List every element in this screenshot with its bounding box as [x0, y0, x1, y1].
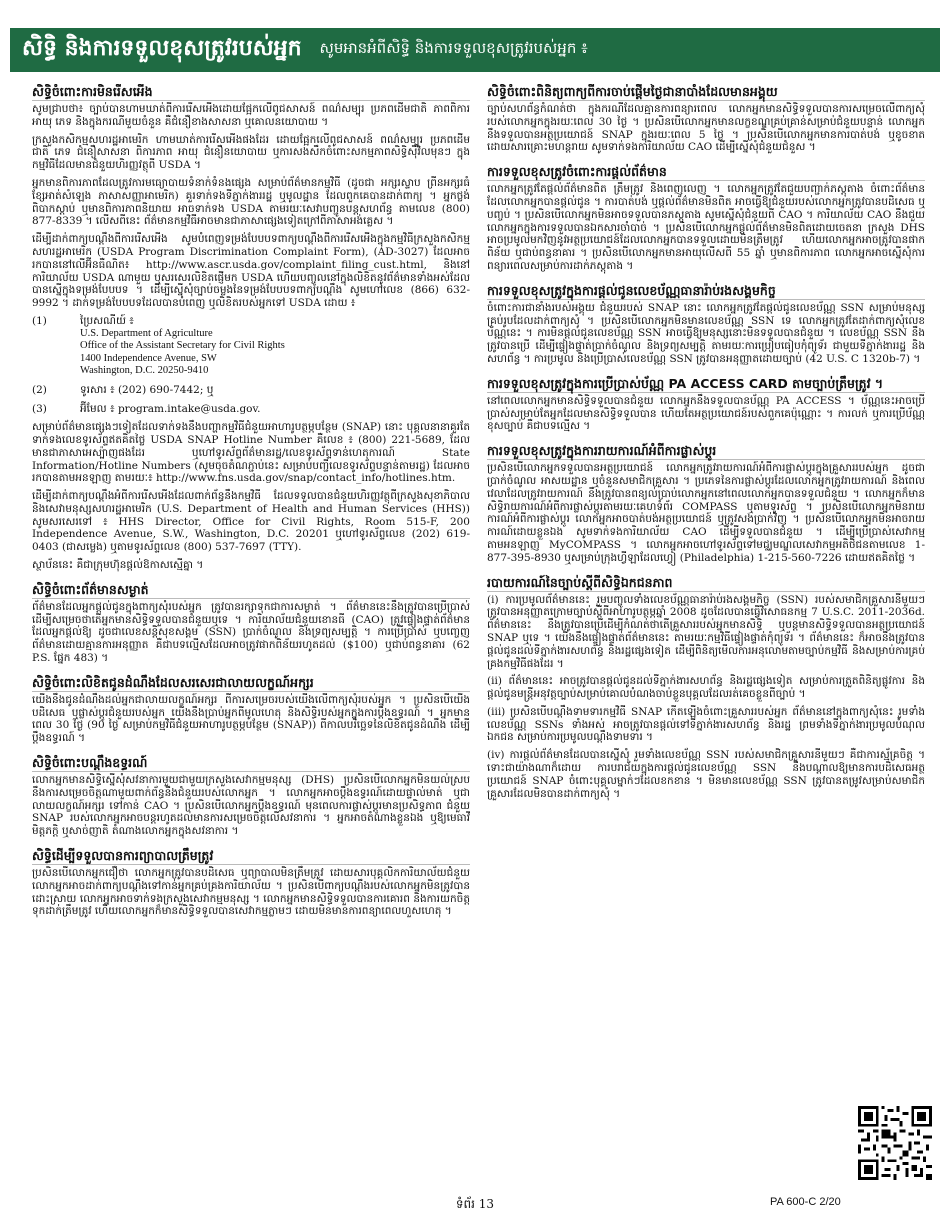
list-number: (2) — [32, 383, 47, 396]
paragraph: សម្រាប់ព័ត៌មានផ្សេងៗទៀតដែលទាក់ទងនឹងបញ្ហាកម្មវិធីជំនួយអាហារូបត្ថម្ភបន្ថែម (SNAP) នោះ បុគ្គលនានាគួរតែទាក់ទងលេខទូរស័ព្ទឥតគិតថ្លៃ USDA SNAP Hotline Number គឺលេខ ៖ (800) 221-5689, ដែលមានជាភាសាអេស្ប៉ាញផងដែរ ឬហៅទូរស័ព្ទព័ត៌មានរដ្ឋ/លេខទូរស័ព្ទទាន់ហេតុការណ៍ State Information/Hotline Numbers (សូមចុចតំណភ្ជាប់នេះ សម្រាប់បញ្ជីលេខទូរស័ព្ទបន្ទាន់តាមរដ្ឋ) ដែលអាចរកបានតាមអនឡាញ តាមរយៈ៖ http://www.fns.usda.gov/snap/contact_info/hotlines.htm. — [32, 421, 470, 485]
section-provide-information — [487, 164, 925, 273]
page-number: ទំព័រ 13 — [455, 1197, 495, 1211]
section-privacy-act — [487, 575, 925, 801]
section-confidentiality — [32, 582, 470, 665]
section-report-changes — [487, 443, 925, 564]
section-written-notice — [32, 675, 470, 745]
paragraph: (ii) ព័ត៌មាននេះ អាចត្រូវបានផ្តល់ជូនដល់ទីភ្នាក់ងារសហព័ន្ធ និងរដ្ឋផ្សេងទៀត សម្រាប់ការត្រួតពិនិត្យផ្លូវការ និងផ្តល់ជូនមន្ត្រីអនុវត្តច្បាប់សម្រាប់គោលបំណងចាប់ខ្លួនបុគ្គលដែលរត់គេចខ្លួនពីច្បាប់ ។ — [487, 675, 925, 701]
list-body — [80, 315, 470, 378]
paragraph: (iv) ការផ្តល់ព័ត៌មានដែលបានស្នើសុំ រួមទាំងលេខប័ណ្ណ SSN របស់សមាជិកគ្រួសារនីមួយៗ គឺជាការស្ម័គ្រចិត្ត ។ ទោះជាយ៉ាងណាក៏ដោយ ការបរាជ័យក្នុងការផ្តល់ជូនលេខប័ណ្ណ SSN នឹងបណ្តាលឱ្យមានការបដិសេធអត្ថប្រយោជន៍ SNAP ចំពោះបុគ្គលម្នាក់ៗដែលខកខាន ។ មិនមានលេខប័ណ្ណ SSN ត្រូវបានតម្រូវសម្រាប់សមាជិកគ្រួសារដែលមិនបានដាក់ពាក្យសុំ ។ — [487, 749, 925, 800]
section-title: សិទ្ធិដើម្បីទទួលបានការព្យាបាលត្រឹមត្រូវ — [32, 848, 470, 865]
section-title: សិទ្ធិចំពោះលិខិតជូនដំណឹងដែលសរសេរជាលាយលក្ខណ៍អក្សរ — [32, 675, 470, 692]
list-item-mail — [32, 315, 470, 378]
address-line: Washington, D.C. 20250-9410 — [80, 365, 209, 377]
list-number: (1) — [32, 314, 47, 327]
paragraph: លោកអ្នកមានសិទ្ធិស្នើសុំសវនាការមួយជាមួយក្រសួងសេវាកម្មមនុស្ស (DHS) ប្រសិនបើលោកអ្នកមិនយល់ស្របនឹងការសម្រេចចិត្តណាមួយពាក់ព័ន្ធនឹងជំនួយរបស់លោកអ្នក ។ លោកអ្នកអាចប្តឹងឧទ្ធរណ៍ដោយផ្ទាល់មាត់ ឬជាលាយលក្ខណ៍អក្សរ ទៅកាន់ CAO ។ ប្រសិនបើលោកអ្នកប្តឹងឧទ្ធរណ៍ មុនពេលការផ្លាស់ប្តូរមានប្រសិទ្ធភាព ជំនួយ SNAP របស់លោកអ្នកអាចបន្តរហូតដល់មានការសម្រេចចិត្តលើសវនាការ ។ អ្នកអាចតំណាងខ្លួនឯង ឬឱ្យមេធាវី មិត្តភក្តិ ឬសាច់ញាតិ តំណាងលោកអ្នកក្នុងសវនាការ ។ — [32, 774, 470, 838]
section-title: សិទ្ធិចំពោះពិនិត្យពាក្យពីការចាប់ផ្តើមថ្ងៃជានាបាំងដែលមានអង្គុយ — [487, 84, 925, 101]
section-title: ការទទួលខុសត្រូវក្នុងការរាយការណ៍អំពីការផ្លាស់ប្តូរ — [487, 443, 925, 460]
paragraph: ប្រសិនបើលោកអ្នកទទួលបានអត្ថប្រយោជន៍ លោកអ្នកត្រូវរាយការណ៍អំពីការផ្លាស់ប្តូរក្នុងគ្រួសាររបស់អ្នក ដូចជាប្រាក់ចំណូល អាសយដ្ឋាន ឬចំនួនសមាជិកគ្រួសារ ។ ប្រភេទនៃការផ្លាស់ប្តូរដែលលោកអ្នកត្រូវរាយការណ៍ និងពេលវេលាដែលត្រូវរាយការណ៍ នឹងត្រូវបានពន្យល់ប្រាប់លោកអ្នកនៅពេលលោកអ្នកបានទទួលជំនួយ ។ លោកអ្នកក៏មានសិទ្ធិរាយការណ៍អំពីការផ្លាស់ប្តូរតាមរយៈគេហទំព័រ COMPASS ឬតាមទូរស័ព្ទ ។ ប្រសិនបើលោកអ្នកមិនរាយការណ៍អំពីការផ្លាស់ប្តូរ លោកអ្នកអាចបាត់បង់អត្ថប្រយោជន៍ ឬត្រូវសងប្រាក់វិញ ។ ប្រសិនបើលោកអ្នកមិនអាចរាយការណ៍ដោយខ្លួនឯង សូមទាក់ទងការិយាល័យ CAO ដើម្បីទទួលបានជំនួយ ។ ដើម្បីប្រើប្រាស់សេវាកម្មតាមអនឡាញ MyCOMPASS ។ លោកអ្នកអាចហៅទូរស័ព្ទទៅមជ្ឈមណ្ឌលសេវាកម្មអតិថិជនតាមលេខ 1-877-395-8930 ឬសម្រាប់ក្រុងហ្វីឡាដែលហ្វៀ (Philadelphia) 1-215-560-7226 ដោយឥតគិតថ្លៃ ។ — [487, 462, 925, 564]
section-title: ការទទួលខុសត្រូវចំពោះការផ្តល់ព័ត៌មាន — [487, 164, 925, 181]
section-nondiscrimination — [32, 84, 470, 572]
page-subtitle: សូមអានអំពីសិទ្ធិ និងការទទួលខុសត្រូវរបស់អ្នក ៖ — [319, 39, 588, 57]
section-appeal — [32, 755, 470, 838]
list-body: អ៊ីមែល ៖ program.intake@usda.gov. — [80, 402, 261, 415]
paragraph: ដើម្បីដាក់ពាក្យបណ្តឹងអំពីការរើសអើងដែលពាក់ព័ន្ធនឹងកម្មវិធី ដែលទទួលបានជំនួយហិរញ្ញវត្ថុពីក្រសួងសុខាភិបាល និងសេវាមនុស្សសហរដ្ឋអាមេរិក (U.S. Department of Health and Human Services (HHS)) សូមសរសេរទៅ ៖ HHS Director, Office for Civil Rights, Room 515-F, 200 Independence Avenue, S.W., Washington, D.C. 20201 ឬហៅទូរស័ព្ទលេខ (202) 619-0403 (ជាសម្លេង) ឬតាមទូរស័ព្ទលេខ (800) 537-7697 (TTY). — [32, 490, 470, 554]
form-code: PA 600-C 2/20 — [770, 1196, 841, 1208]
list-number: (3) — [32, 402, 47, 415]
list-item-email — [32, 403, 470, 416]
section-title: សិទ្ធិចំពោះបណ្តឹងឧទ្ធរណ៍ — [32, 755, 470, 772]
section-title: របាយការណ៍នៃច្បាប់ស្តីពីសិទ្ធិឯកជនភាព — [487, 575, 925, 592]
section-title: ការទទួលខុសត្រូវក្នុងការផ្តល់ជូនលេខប័ណ្ណធានារ៉ាប់រងសង្គមកិច្ច — [487, 283, 925, 300]
paragraph: ក្រសួងកសិកម្មសហរដ្ឋអាមេរិក ហាមឃាត់ការរើសអើងផងដែរ ដោយផ្អែកលើពូជសាសន៍ ពណ៌សម្បុរ ប្រភពដើមជាតិ ភេទ ជំនឿសាសនា ពិការភាព អាយុ ជំនឿនយោបាយ ឬការសងសឹកចំពោះសកម្មភាពសិទ្ធិស៊ីវិលមុនៗ ក្នុងកម្មវិធីដែលមានជំនួយហិរញ្ញវត្ថុពី USDA ។ — [32, 133, 470, 172]
paragraph: ច្បាប់សហព័ន្ធកំណត់ថា ក្នុងករណីដែលគ្មានការពន្យារពេល លោកអ្នកមានសិទ្ធិទទួលបានការសម្រេចលើពាក្យសុំរបស់លោកអ្នកក្នុងរយៈពេល 30 ថ្ងៃ ។ ប្រសិនបើលោកអ្នកមានលក្ខខណ្ឌគ្រប់គ្រាន់សម្រាប់ជំនួយបន្ទាន់ លោកអ្នកនឹងទទួលបានអត្ថប្រយោជន៍ SNAP ក្នុងរយៈពេល 5 ថ្ងៃ ។ ប្រសិនបើលោកអ្នកមានការបាត់បង់ ឬខូចខាតដោយសារគ្រោះមហន្តរាយ សូមទាក់ទងការិយាល័យ CAO ដើម្បីស្នើសុំជំនួយជំនួស ។ — [487, 103, 925, 154]
page-title: សិទ្ធិ និងការទទួលខុសត្រូវរបស់អ្នក — [22, 36, 302, 61]
paragraph: យើងនឹងជូនដំណឹងដល់អ្នកជាលាយលក្ខណ៍អក្សរ ពីការសម្រេចរបស់យើងលើពាក្យសុំរបស់អ្នក ។ ប្រសិនបើយើងបដិសេធ ឬផ្លាស់ប្តូរជំនួយរបស់អ្នក យើងនឹងប្រាប់អ្នកពីមូលហេតុ និងសិទ្ធិរបស់អ្នកក្នុងការប្តឹងឧទ្ធរណ៍ ។ អ្នកមានពេល 30 ថ្ងៃ (90 ថ្ងៃ សម្រាប់កម្មវិធីជំនួយអាហារូបត្ថម្ភបន្ថែម (SNAP)) ពីកាលបរិច្ឆេទនៃលិខិតជូនដំណឹង ដើម្បីប្តឹងឧទ្ធរណ៍ ។ — [32, 693, 470, 745]
paragraph: ប្រសិនបើលោកអ្នកជឿថា លោកអ្នកត្រូវបានបដិសេធ ឬព្យាបាលមិនត្រឹមត្រូវ ដោយសារបុគ្គលិកការិយាល័យជំនួយ លោកអ្នកអាចដាក់ពាក្យបណ្តឹងទៅកាន់អ្នកគ្រប់គ្រងការិយាល័យ ។ ប្រសិនបើពាក្យបណ្តឹងរបស់លោកអ្នកមិនត្រូវបានដោះស្រាយ លោកអ្នកអាចទាក់ទងក្រសួងសេវាកម្មមនុស្ស ។ លោកអ្នកមានសិទ្ធិទទួលបានការគោរព និងការយកចិត្តទុកដាក់ត្រឹមត្រូវ ហើយលោកអ្នកក៏មានសិទ្ធិទទួលបានសេវាកម្មភ្លាមៗ ដោយមិនមានការពន្យាពេលហួសហេតុ ។ — [32, 867, 470, 918]
section-access-card — [487, 376, 925, 433]
address-line: Office of the Assistant Secretary for Civil Rights — [80, 340, 285, 352]
paragraph: (iii) ប្រសិនបើបណ្តឹងទាមទារកម្មវិធី SNAP កើតឡើងចំពោះគ្រួសាររបស់អ្នក ព័ត៌មាននៅក្នុងពាក្យសុំនេះ រួមទាំងលេខប័ណ្ណ SSNs ទាំងអស់ អាចត្រូវបានផ្តល់ទៅទីភ្នាក់ងារសហព័ន្ធ និងរដ្ឋ ព្រមទាំងទីភ្នាក់ងារប្រមូលបំណុលឯកជន សម្រាប់ការប្រមូលបណ្តឹងទាមទារ ។ — [487, 705, 925, 744]
section-title: សិទ្ធិចំពោះព័ត៌មានសម្ងាត់ — [32, 582, 470, 599]
mail-label: ប្រៃសណីយ៍ ៖ — [80, 314, 134, 327]
paragraph: នៅពេលលោកអ្នកមានសិទ្ធិទទួលបានជំនួយ លោកអ្នកនឹងទទួលបានប័ណ្ណ PA ACCESS ។ ប័ណ្ណនេះអាចប្រើប្រាស់សម្រាប់តែអ្នកដែលមានសិទ្ធិទទួលបាន ហើយតែអត្ថប្រយោជន៍របស់ពួកគេប៉ុណ្ណោះ ។ ការលក់ ឬការប្រើប័ណ្ណខុសច្បាប់ គឺជាបទល្មើស ។ — [487, 394, 925, 433]
list-item-fax — [32, 384, 470, 397]
section-fair-treatment — [32, 848, 470, 918]
section-title: សិទ្ធិចំពោះការមិនរើសអើង — [32, 84, 470, 101]
section-title: ការទទួលខុសត្រូវក្នុងការប្រើប្រាស់ប័ណ្ណ PA ACCESS CARD តាមច្បាប់ត្រឹមត្រូវ ។ — [487, 376, 925, 393]
section-timely-processing — [487, 84, 925, 154]
paragraph: ព័ត៌មានដែលអ្នកផ្តល់ជូនក្នុងពាក្យសុំរបស់អ្នក ត្រូវបានរក្សាទុកជាការសម្ងាត់ ។ ព័ត៌មាននេះនឹងត្រូវបានប្រើប្រាស់ ដើម្បីសម្រេចថាតើអ្នកមានសិទ្ធិទទួលបានជំនួយឬទេ ។ ការិយាល័យជំនួយខោនធី (CAO) ត្រូវផ្ទៀងផ្ទាត់ព័ត៌មានដែលអ្នកផ្តល់ឱ្យ ដូចជាលេខសន្តិសុខសង្គម (SSN) ប្រាក់ចំណូល និងទ្រព្យសម្បត្តិ ។ ការប្រើប្រាស់ ឬបញ្ចេញព័ត៌មានដោយគ្មានការអនុញ្ញាត គឺជាបទល្មើសដែលអាចត្រូវផាកពិន័យរហូតដល់ ($100) ឬជាប់ពន្ធនាគារ (62 P.S. ផ្នែក 483) ។ — [32, 600, 470, 665]
paragraph: លោកអ្នកត្រូវតែផ្តល់ព័ត៌មានពិត ត្រឹមត្រូវ និងពេញលេញ ។ លោកអ្នកត្រូវតែជួយបញ្ជាក់ភស្តុតាង ចំពោះព័ត៌មានដែលលោកអ្នកបានផ្តល់ជូន ។ ការបាត់បង់ ឬផ្តល់ព័ត៌មានមិនពិត អាចធ្វើឱ្យជំនួយរបស់លោកអ្នកត្រូវបានបដិសេធ ឬបញ្ចប់ ។ ប្រសិនបើលោកអ្នកមិនអាចទទួលបានភស្តុតាង សូមស្នើសុំជំនួយពី CAO ។ ការិយាល័យ CAO នឹងជួយលោកអ្នកក្នុងការទទួលបានឯកសារចាំបាច់ ។ ប្រសិនបើលោកអ្នកផ្តល់ព័ត៌មានមិនពិតដោយចេតនា ក្រសួង DHS អាចប្រមូលមកវិញនូវអត្ថប្រយោជន៍ដែលលោកអ្នកបានទទួលដោយមិនត្រឹមត្រូវ ហើយលោកអ្នកអាចត្រូវបានផាកពិន័យ ឬជាប់ពន្ធនាគារ ។ ប្រសិនបើលោកអ្នកមានអាយុលើសពី 55 ឆ្នាំ ឬមានពិការភាព លោកអ្នកអាចស្នើសុំការពន្យារពេលសម្រាប់ការដាក់ភស្តុតាង ។ — [487, 183, 925, 272]
section-ssn — [487, 283, 925, 366]
paragraph: (i) ការប្រមូលព័ត៌មាននេះ រួមបញ្ចូលទាំងលេខប័ណ្ណធានារ៉ាប់រងសង្គមកិច្ច (SSN) របស់សមាជិកគ្រួសារនីមួយៗ ត្រូវបានអនុញ្ញាតក្រោមច្បាប់ស្តីពីអាហារូបត្ថម្ភឆ្នាំ 2008 ដូចដែលបានធ្វើវិសោធនកម្ម 7 U.S.C. 2011-2036d. ព័ត៌មាននេះ នឹងត្រូវបានប្រើដើម្បីកំណត់ថាតើគ្រួសាររបស់អ្នកមានសិទ្ធិ ឬបន្តមានសិទ្ធិទទួលបានអត្ថប្រយោជន៍ SNAP ឬទេ ។ យើងនឹងផ្ទៀងផ្ទាត់ព័ត៌មាននេះ តាមរយៈកម្មវិធីផ្ទៀងផ្ទាត់កុំព្យូទ័រ ។ ព័ត៌មាននេះ ក៏អាចនឹងត្រូវបានផ្តល់ជូនដល់ទីភ្នាក់ងារសហព័ន្ធ និងរដ្ឋផ្សេងទៀត ដើម្បីពិនិត្យមើលការអនុលោមតាមច្បាប់កម្មវិធី និងសម្រាប់ការគ្រប់គ្រងកម្មវិធីផងដែរ ។ — [487, 593, 925, 670]
header-banner — [10, 28, 940, 72]
paragraph: ចំពោះការជានាំងរបស់អង្គុយ ជំនួយរបស់ SNAP នោះ លោកអ្នកត្រូវតែផ្តល់ជូនលេខប័ណ្ណ SSN សម្រាប់មនុស្សគ្រប់រូបដែលដាក់ពាក្យសុំ ។ ប្រសិនបើលោកអ្នកមិនមានលេខប័ណ្ណ SSN ទេ លោកអ្នកត្រូវតែដាក់ពាក្យសុំលេខប័ណ្ណនេះ ។ ការមិនផ្តល់ជូនលេខប័ណ្ណ SSN អាចធ្វើឱ្យមនុស្សនោះមិនទទួលបានជំនួយ ។ លេខប័ណ្ណ SSN នឹងត្រូវបានប្រើ ដើម្បីផ្ទៀងផ្ទាត់ប្រាក់ចំណូល និងទ្រព្យសម្បត្តិ តាមរយៈការប្រៀបធៀបកុំព្យូទ័រ ជាមួយទីភ្នាក់ងាររដ្ឋ និងសហព័ន្ធ ។ ការប្រមូល និងប្រើប្រាស់លេខប័ណ្ណ SSN ត្រូវបានអនុញ្ញាតដោយច្បាប់ (42 U.S. C 1320b-7) ។ — [487, 301, 925, 365]
paragraph: សូមជ្រាបថា៖ ច្បាប់បានហាមឃាត់ពីការរើសអើងដោយផ្អែកលើពូជសាសន៍ ពណ៌សម្បុរ ប្រភពដើមជាតិ ភាពពិការ អាយុ ភេទ និងក្នុងករណីមួយចំនួន គឺជំនឿខាងសាសនា ឬគោលនយោបាយ ។ — [32, 103, 470, 128]
address-line: 1400 Independence Avenue, SW — [80, 352, 217, 364]
paragraph: អ្នកមានពិការភាពដែលត្រូវការមធ្យោបាយទំនាក់ទំនងផ្សេង សម្រាប់ព័ត៌មានកម្មវិធី (ដូចជា អក្សរស្ទាប ព្រីនអក្សរធំ ខ្សែអាត់សំឡេង ភាសាសញ្ញាអាមេរិក) គួរទាក់ទងទីភ្នាក់ងាររដ្ឋ ឬមូលដ្ឋាន ដែលពួកគេបានដាក់ពាក្យ ។ អ្នកថ្លង់ ពិបាកស្តាប់ ឬមានពិការភាពនិយាយ អាចទាក់ទង USDA តាមរយៈសេវាបញ្ជូនបន្តសហព័ន្ធ តាមលេខ (800) 877-8339 ។ លើសពីនេះ ព័ត៌មានកម្មវិធីអាចមានជាភាសាផ្សេងទៀតក្រៅពីភាសាអង់គ្លេស ។ — [32, 176, 470, 228]
left-column — [32, 84, 470, 1174]
right-column — [487, 84, 925, 1174]
list-body: ទូរសារ ៖ (202) 690-7442; ឬ — [80, 383, 214, 396]
paragraph: ដើម្បីដាក់ពាក្យបណ្តឹងពីការរើសអើង សូមបំពេញទម្រង់បែបបទពាក្យបណ្តឹងពីការរើសអើងក្នុងកម្មវិធីក្រសួងកសិកម្មសហរដ្ឋអាមេរិក (USDA Program Discrimination Complaint Form), (AD-3027) ដែលអាចរកបាននៅលើអ៊ីនធឺណិត៖ http://www.ascr.usda.gov/complaint_filing_cust.html, និងនៅការិយាល័យ USDA ណាមួយ ឬសរសេរលិខិតផ្ញើមក USDA ហើយបញ្ចូលនៅក្នុងលិខិតនូវព័ត៌មានទាំងអស់ដែលបានស្នើក្នុងទម្រង់បែបបទ ។ ដើម្បីស្នើសុំច្បាប់ចម្លងនៃទម្រង់បែបបទពាក្យបណ្តឹង សូមហៅលេខ (866) 632-9992 ។ ដាក់ទម្រង់បែបបទដែលបានបំពេញ ឬលិខិតរបស់អ្នកទៅ USDA ដោយ ៖ — [32, 233, 470, 310]
qr-code-icon — [858, 1106, 932, 1180]
paragraph: ស្ថាប័ននេះ គឺជាក្រុមហ៊ុនផ្តល់ឱកាសស្មើគ្នា ។ — [32, 559, 204, 572]
address-line: U.S. Department of Agriculture — [80, 327, 213, 339]
